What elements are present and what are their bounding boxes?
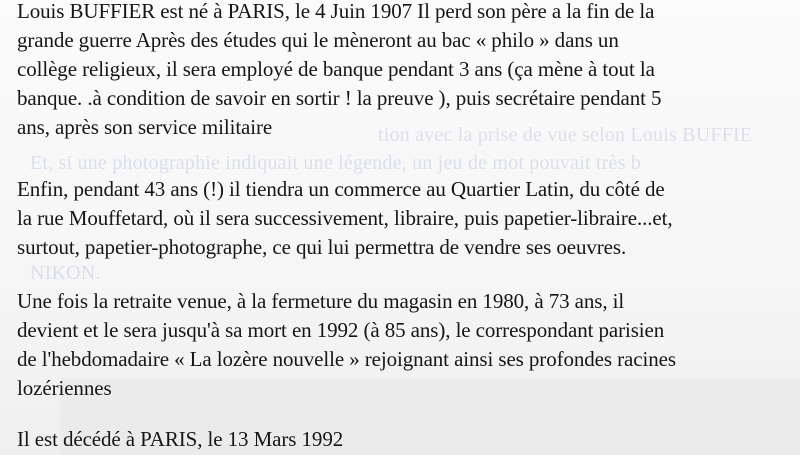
text-line: Une fois la retraite venue, à la fermeture du magasin en 1980, à 73 ans, il: [17, 289, 625, 313]
text-line: collège religieux, il sera employé de banque pendant 3 ans (ça mène à tout la: [17, 57, 655, 81]
text-line: surtout, papetier-photographe, ce qui lui permettra de vendre ses oeuvres.: [17, 235, 627, 259]
text-line: devient et le sera jusqu'à sa mort en 1992 (à 85 ans), le correspondant parisien: [17, 318, 665, 342]
text-line: ans, après son service militaire: [17, 115, 273, 139]
text-line: lozériennes: [17, 376, 112, 400]
paragraph-shop-career: [17, 175, 792, 262]
paragraph-biography-intro: [17, 0, 792, 142]
text-line: banque. .à condition de savoir en sortir ! la preuve ), puis secrétaire pendant 5: [17, 86, 662, 110]
show-through-text: Et, si une photographie indiquait une légende, un jeu de mot pouvait très b: [30, 152, 641, 174]
text-line: la rue Mouffetard, où il sera successivement, libraire, puis papetier-libraire...et,: [17, 206, 673, 230]
text-line: Louis BUFFIER est né à PARIS, le 4 Juin 1907 Il perd son père a la fin de la: [17, 0, 655, 23]
paragraph-death: [17, 425, 792, 454]
text-line: Il est décédé à PARIS, le 13 Mars 1992: [17, 427, 344, 451]
show-through-text: tion avec la prise de vue selon Louis BUFFIE: [378, 124, 753, 146]
text-line: grande guerre Après des études qui le mèneront au bac « philo » dans un: [17, 28, 619, 52]
show-through-text: NIKON.: [30, 262, 101, 284]
text-line: de l'hebdomadaire « La lozère nouvelle » rejoignant ainsi ses profondes racines: [17, 347, 676, 371]
paragraph-retirement: [17, 287, 792, 403]
text-line: Enfin, pendant 43 ans (!) il tiendra un commerce au Quartier Latin, du côté de: [17, 177, 665, 201]
